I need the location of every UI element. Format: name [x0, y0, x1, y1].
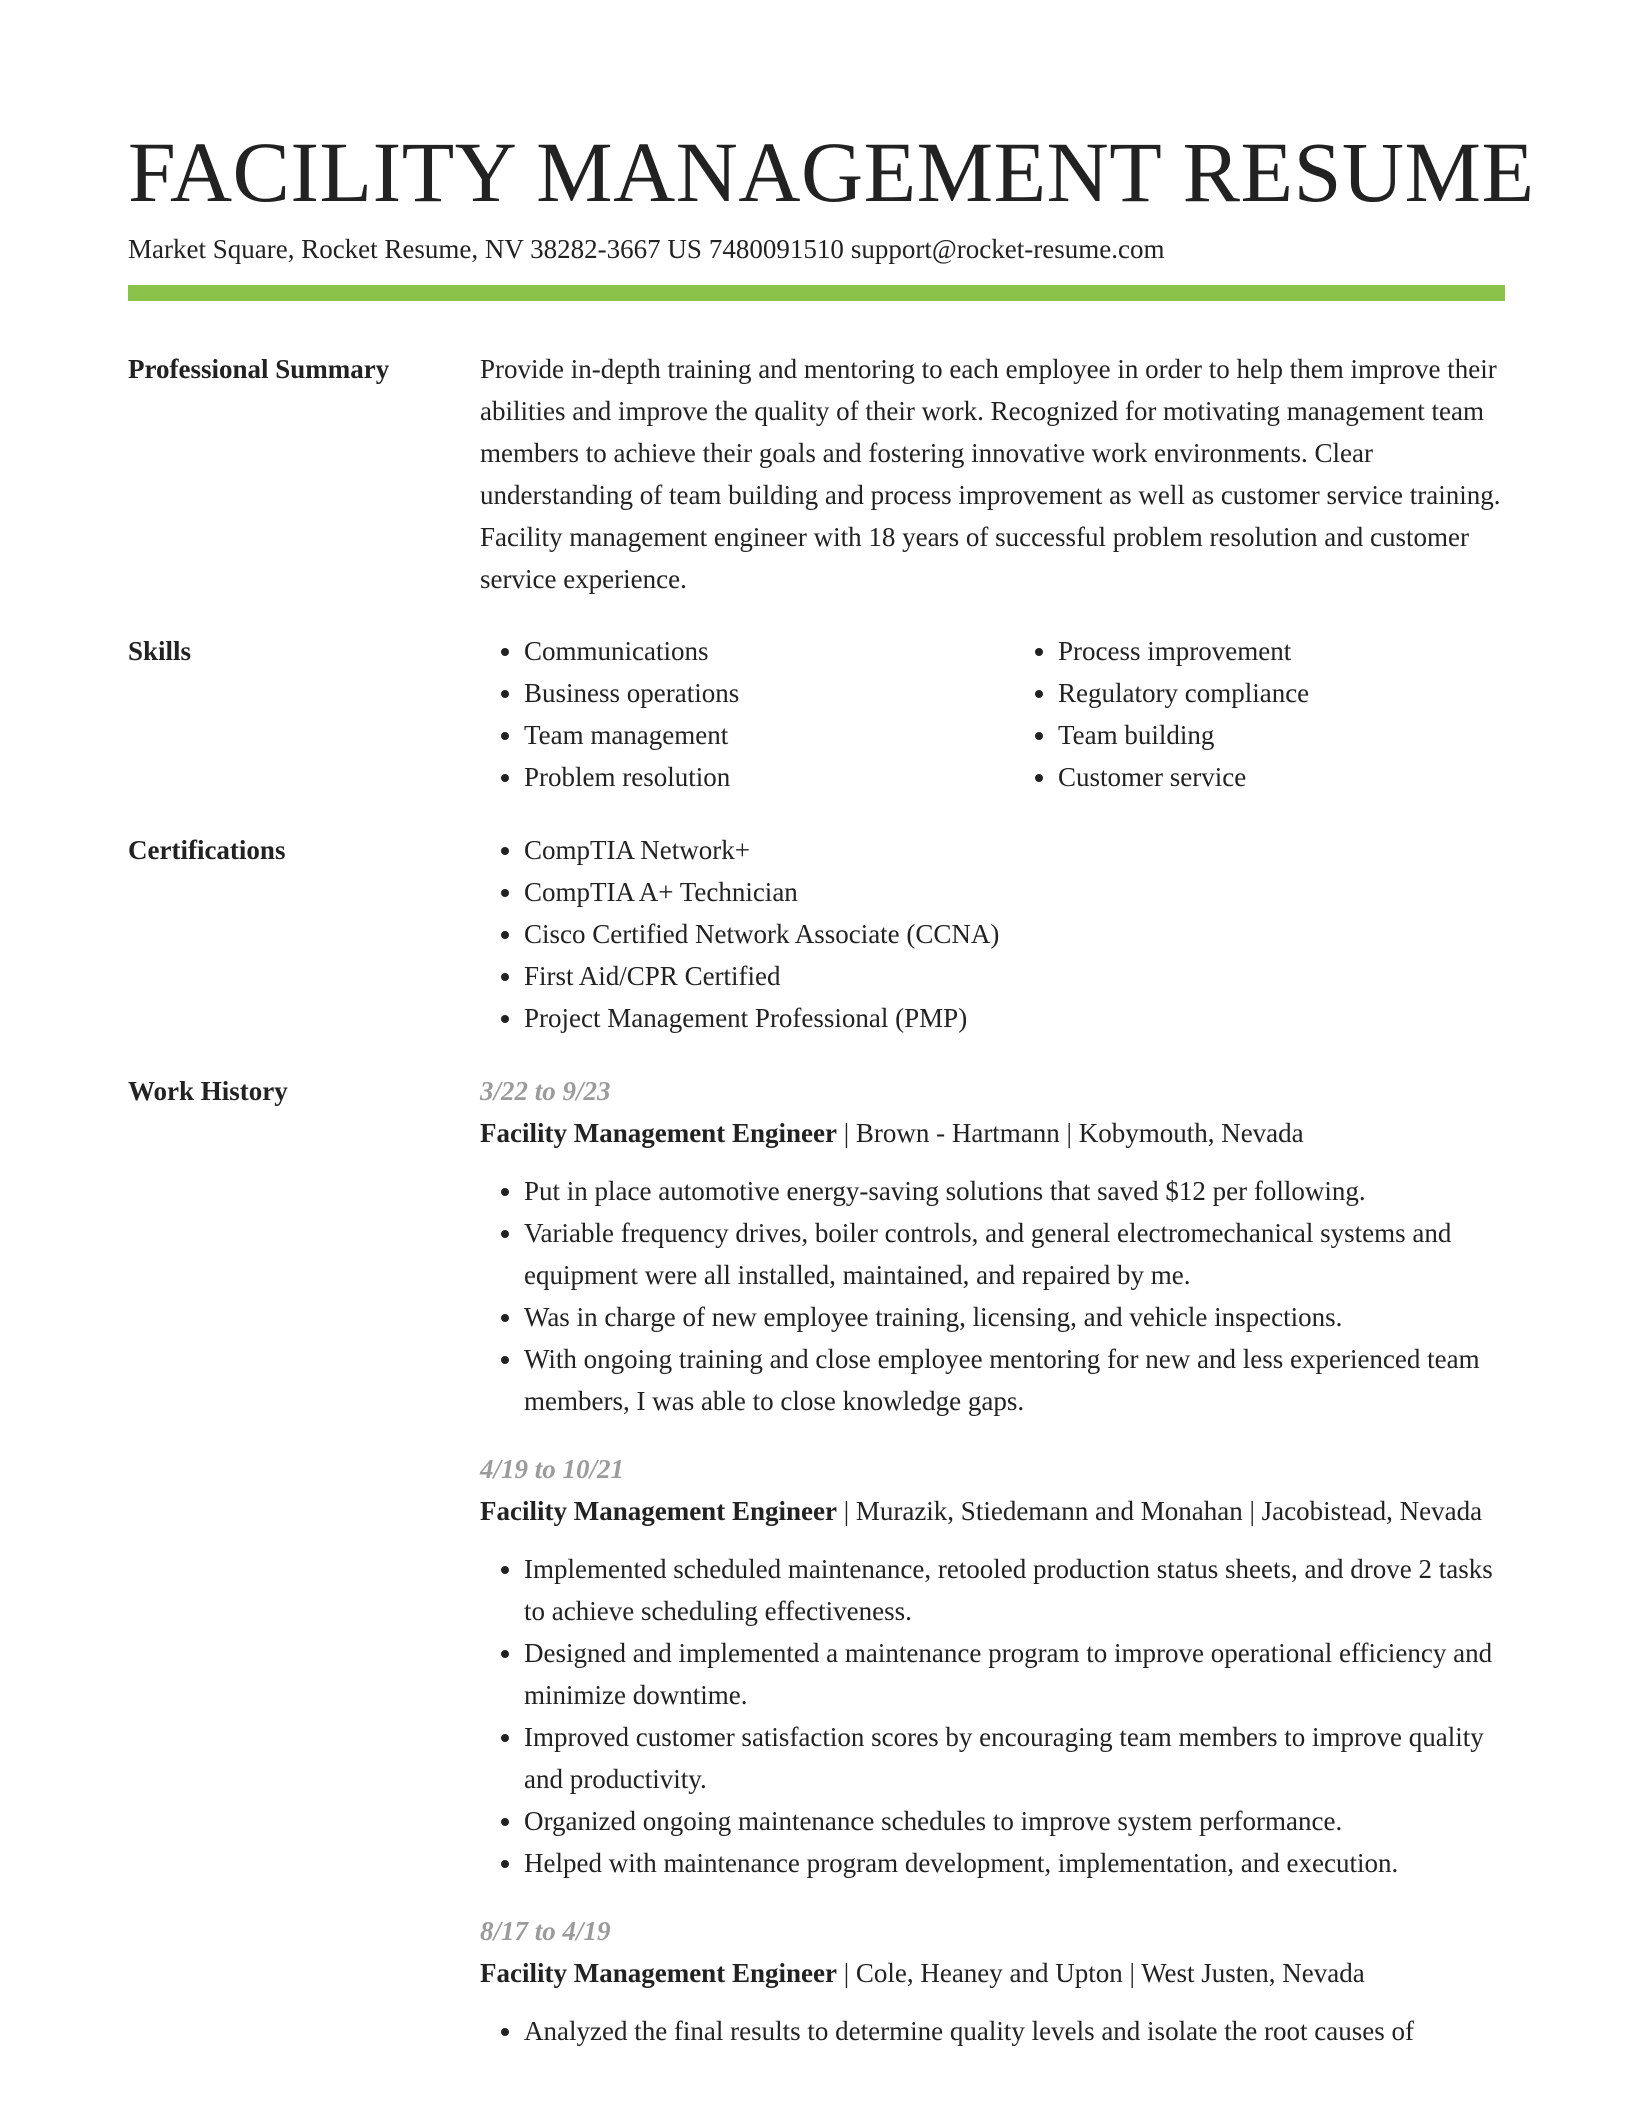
certifications-list: [480, 829, 1504, 1039]
job-title: Facility Management Engineer: [480, 1496, 837, 1526]
work-history-body: [480, 1070, 1504, 2078]
job-title: Facility Management Engineer: [480, 1958, 837, 1988]
skill-item: • Problem resolution: [524, 756, 970, 798]
contact-email: support@rocket-resume.com: [850, 234, 1165, 264]
job-bullet: • With ongoing training and close employee mentoring for new and less experienced team members, I was able to close knowledge gaps.: [524, 1338, 1504, 1422]
summary-text: Provide in-depth training and mentoring to each employee in order to help them improve their abilities and improve the quality of their work. Recognized for motivating management team members to achieve their goals and fostering innovative work environments. Clear understanding of team building and process improvement as well as customer service training. Facility management engineer with 18 years of successful problem resolution and customer service experience.: [480, 354, 1501, 594]
job-title: Facility Management Engineer: [480, 1118, 837, 1148]
job-employer-location: | Cole, Heaney and Upton | West Justen, Nevada: [836, 1958, 1365, 1988]
contact-address: Market Square, Rocket Resume, NV 38282-3667 US: [128, 234, 702, 264]
certification-item: • CompTIA Network+: [524, 829, 1504, 871]
skill-item: • Regulatory compliance: [1058, 672, 1504, 714]
job-employer-location: | Murazik, Stiedemann and Monahan | Jacobistead, Nevada: [836, 1496, 1483, 1526]
job-entry: [480, 1910, 1504, 2052]
job-dates: 8/17 to 4/19: [480, 1916, 611, 1946]
skills-body: [480, 630, 1504, 798]
job-heading: [480, 1112, 1504, 1154]
job-dates: 3/22 to 9/23: [480, 1076, 611, 1106]
resume-title: FACILITY MANAGEMENT RESUME: [128, 124, 1535, 220]
certification-item: • First Aid/CPR Certified: [524, 955, 1504, 997]
certification-item: • Cisco Certified Network Associate (CCNA): [524, 913, 1504, 955]
job-dates: 4/19 to 10/21: [480, 1454, 625, 1484]
job-bullets: [480, 1548, 1504, 1884]
header-divider: [128, 285, 1505, 301]
job-heading: [480, 1952, 1504, 1994]
section-title-work-history: Work History: [128, 1076, 288, 1106]
job-bullet: • Variable frequency drives, boiler controls, and general electromechanical systems and equipment were all installed, maintained, and repaired by me.: [524, 1212, 1504, 1296]
skill-item: • Team management: [524, 714, 970, 756]
job-bullets: [480, 2010, 1504, 2052]
job-bullet: • Improved customer satisfaction scores by encouraging team members to improve quality and productivity.: [524, 1716, 1504, 1800]
section-title-certifications: Certifications: [128, 835, 286, 865]
job-bullet: • Was in charge of new employee training, licensing, and vehicle inspections.: [524, 1296, 1504, 1338]
job-bullet: • Designed and implemented a maintenance program to improve operational efficiency and minimize downtime.: [524, 1632, 1504, 1716]
job-heading: [480, 1490, 1504, 1532]
summary-body: [480, 348, 1504, 600]
skills-list-right: [1014, 630, 1504, 798]
skill-item: • Customer service: [1058, 756, 1504, 798]
job-employer-location: | Brown - Hartmann | Kobymouth, Nevada: [836, 1118, 1304, 1148]
section-title-summary: Professional Summary: [128, 354, 390, 384]
job-bullet: • Implemented scheduled maintenance, retooled production status sheets, and drove 2 tasks to achieve scheduling effectiveness.: [524, 1548, 1504, 1632]
skill-item: • Communications: [524, 630, 970, 672]
contact-line: [128, 230, 1164, 268]
job-entry: [480, 1070, 1504, 1422]
job-bullet: • Put in place automotive energy-saving solutions that saved $12 per following.: [524, 1170, 1504, 1212]
skill-item: • Team building: [1058, 714, 1504, 756]
skill-item: • Business operations: [524, 672, 970, 714]
job-bullets: [480, 1170, 1504, 1422]
skills-list-left: [480, 630, 970, 798]
job-bullet: • Analyzed the final results to determine quality levels and isolate the root causes of: [524, 2010, 1504, 2052]
certification-item: • Project Management Professional (PMP): [524, 997, 1504, 1039]
section-title-skills: Skills: [128, 636, 192, 666]
job-bullet: • Helped with maintenance program development, implementation, and execution.: [524, 1842, 1504, 1884]
contact-phone: 7480091510: [708, 234, 844, 264]
certification-item: • CompTIA A+ Technician: [524, 871, 1504, 913]
job-bullet: • Organized ongoing maintenance schedules to improve system performance.: [524, 1800, 1504, 1842]
certifications-body: [480, 829, 1504, 1039]
job-entry: [480, 1448, 1504, 1884]
skill-item: • Process improvement: [1058, 630, 1504, 672]
